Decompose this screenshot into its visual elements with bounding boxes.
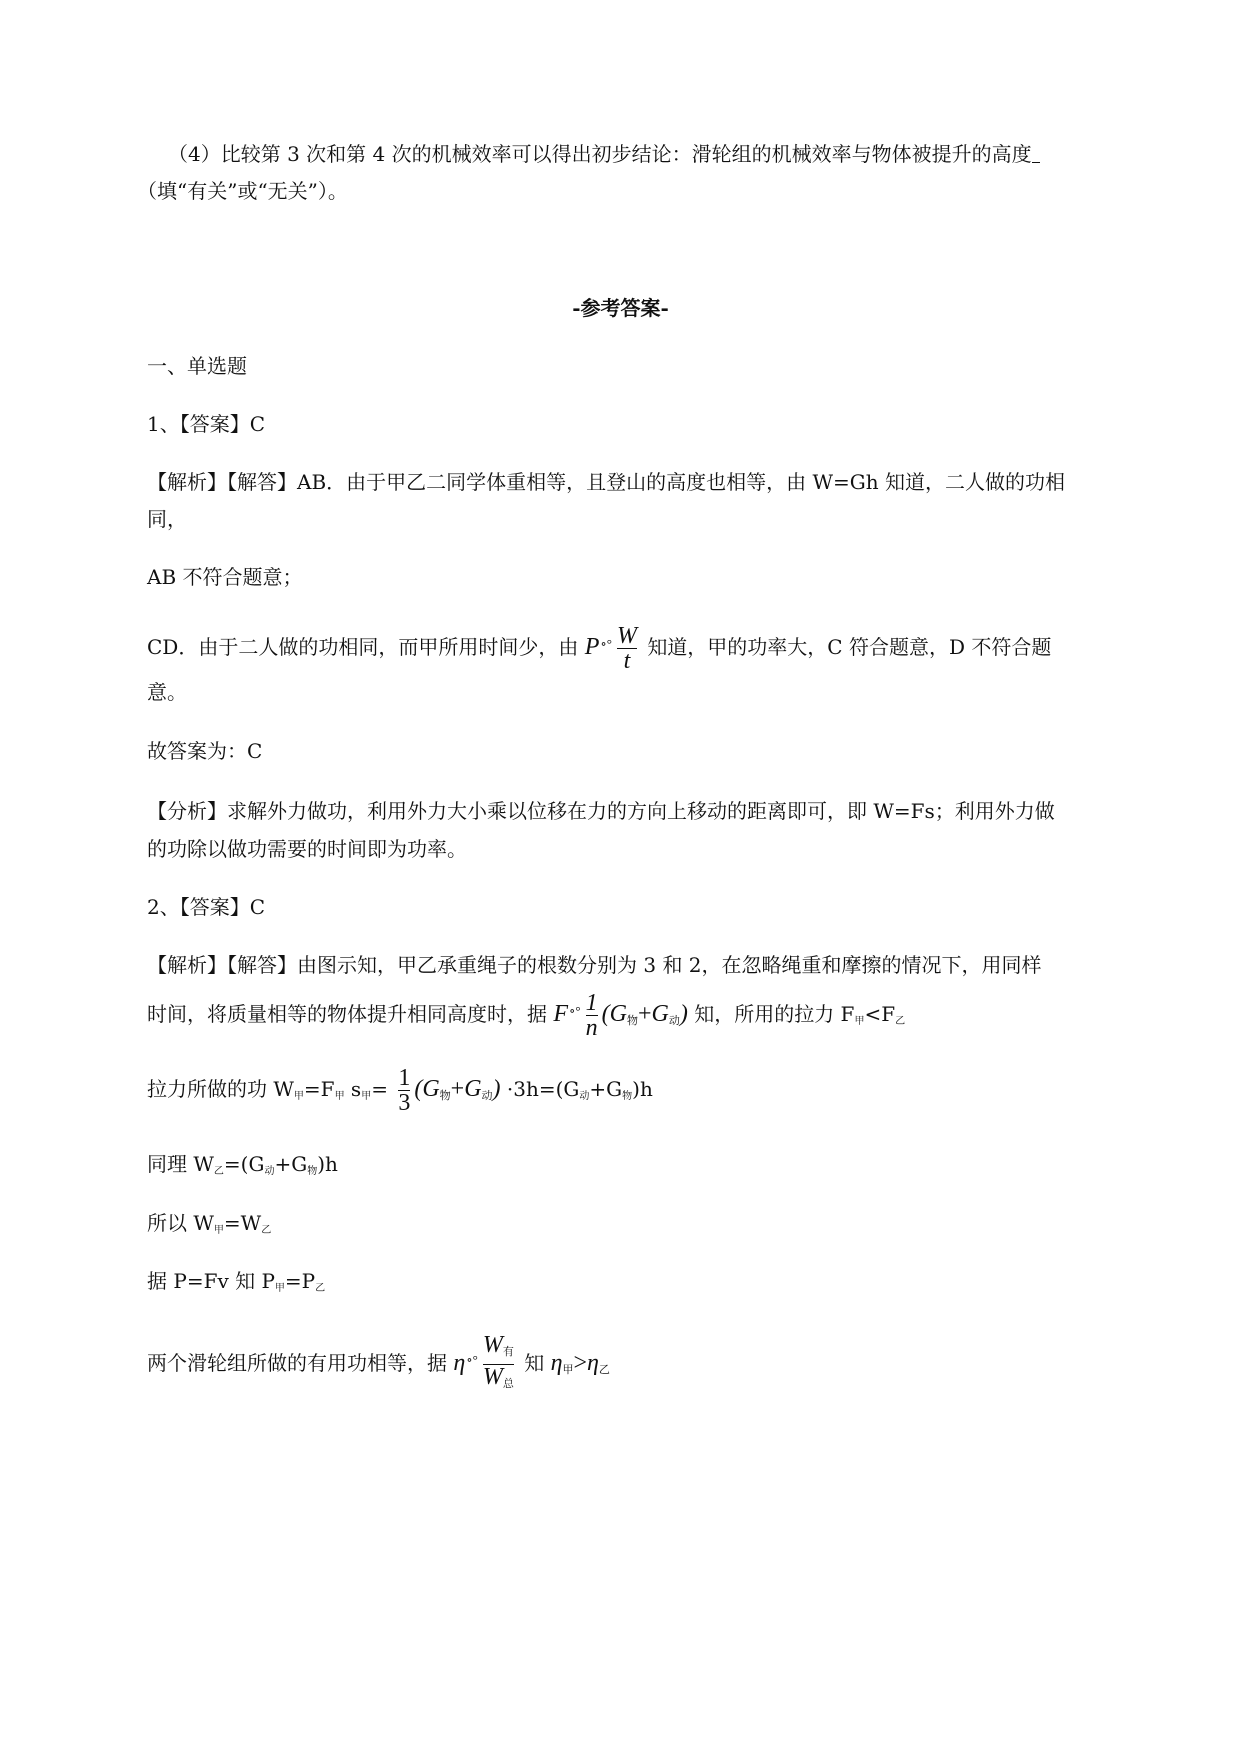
section-heading: 一、单选题: [147, 354, 247, 378]
work-formula: $\frac{1}{3}$ $(G_物+G_动)$: [398, 1064, 501, 1116]
answer-2-suoyi: 所以 W甲=W乙: [147, 1211, 272, 1236]
answer-1-cd-line1: CD．由于二人做的功相同，而甲所用时间少，由 P∘° $\frac{W}{t}$ 知道，甲的功率大，C 符合题意，D 不符合题: [147, 622, 1052, 674]
answer-2-analysis-line2: 时间，将质量相等的物体提升相同高度时，据 F∘° $\frac{1}{n}$ $(G_物+G_动)$ 知，所用的拉力 F甲<F乙: [147, 989, 906, 1041]
answer-2-ju: 据 P=Fv 知 P甲=P乙: [147, 1269, 326, 1294]
q4-line1: （4）比较第 3 次和第 4 次的机械效率可以得出初步结论：滑轮组的机械效率与物体被提升的高度: [168, 140, 1168, 168]
force-formula: F∘° $\frac{1}{n}$ $(G_物+G_动)$: [553, 989, 688, 1041]
answer-1-ab: AB 不符合题意；: [147, 565, 303, 589]
answer-1-fenxi-line2: 的功除以做功需要的时间即为功率。: [147, 837, 467, 861]
answer-blank[interactable]: [1032, 144, 1040, 163]
efficiency-comparison: $\eta_甲>\eta_乙$: [550, 1350, 610, 1377]
answer-1-analysis-line2: 同，: [147, 507, 187, 531]
answer-2-label: 2、【答案】C: [147, 895, 266, 919]
answer-1-cd-line2: 意。: [147, 680, 187, 704]
efficiency-formula: η∘° $\frac{W_有}{W_总}$: [453, 1332, 514, 1390]
answer-2-work: 拉力所做的功 W甲=F甲 s甲= $\frac{1}{3}$ $(G_物+G_动) \cdot 3h=(G$动+G物)h: [147, 1064, 653, 1116]
answers-title: -参考答案-: [572, 296, 669, 320]
power-formula: P∘° $\frac{W}{t}$: [584, 622, 637, 674]
q4-line2: （填“有关”或“无关”）。: [137, 179, 348, 203]
answer-1-analysis-line1: 【解析】【解答】AB．由于甲乙二同学体重相等，且登山的高度也相等，由 W=Gh 知道，二人做的功相: [147, 470, 1066, 494]
answer-2-efficiency: 两个滑轮组所做的有用功相等，据 η∘° $\frac{W_有}{W_总}$ 知 $\eta_甲>\eta_乙$: [147, 1332, 610, 1390]
answer-2-tongli: 同理 W乙=(G动+G物)h: [147, 1152, 338, 1177]
answer-1-final: 故答案为：C: [147, 739, 263, 763]
answer-1-label: 1、【答案】C: [147, 412, 266, 436]
answer-1-fenxi-line1: 【分析】求解外力做功，利用外力大小乘以位移在力的方向上移动的距离即可，即 W=Fs；利用外力做: [147, 799, 1055, 823]
answer-2-analysis-line1: 【解析】【解答】由图示知，甲乙承重绳子的根数分别为 3 和 2，在忽略绳重和摩擦的情况下，用同样: [147, 953, 1042, 977]
